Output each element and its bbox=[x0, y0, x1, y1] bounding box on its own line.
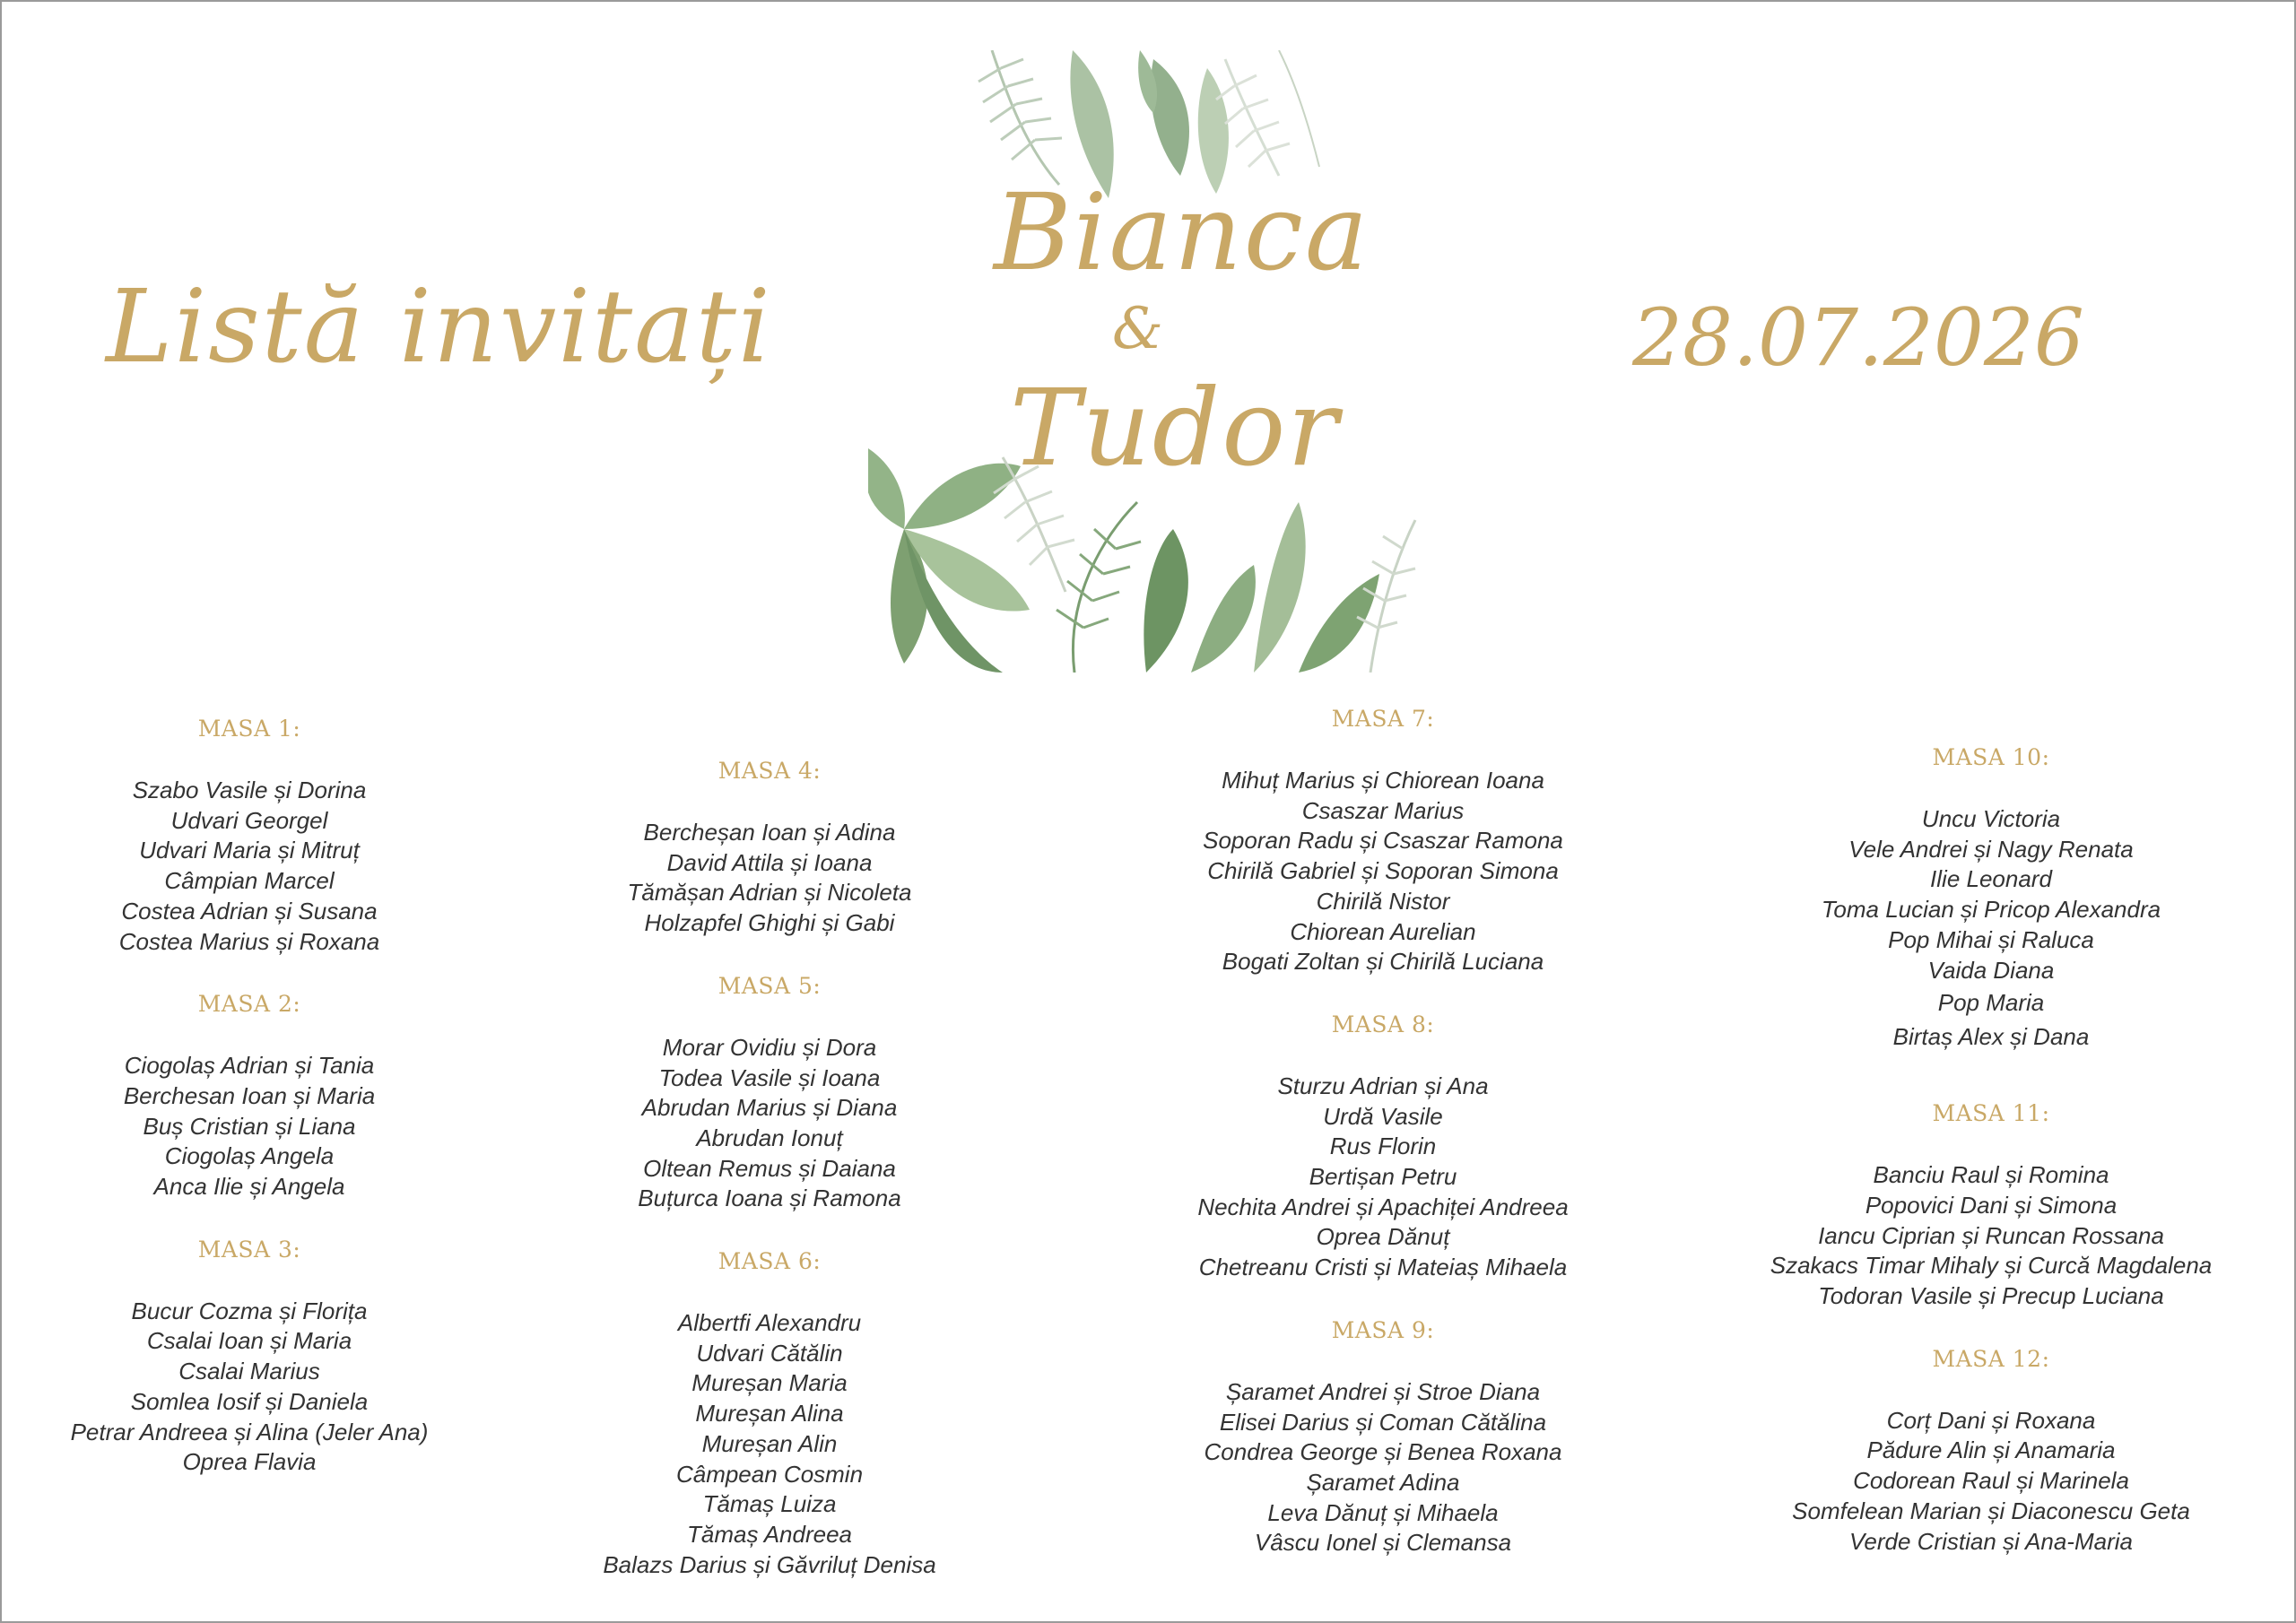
guest-name: Chirilă Nistor bbox=[1316, 887, 1450, 915]
guest-name: Banciu Raul și Romina bbox=[1873, 1161, 2109, 1189]
guest-name: Șaramet Adina bbox=[1306, 1468, 1460, 1496]
guest-name: Vele Andrei și Nagy Renata bbox=[1848, 835, 2134, 863]
guest-name: Rus Florin bbox=[1329, 1133, 1437, 1160]
guest-name: Uncu Victoria bbox=[1921, 805, 2061, 832]
wedding-date: 28.07.2026 bbox=[1632, 291, 2084, 384]
column-1 bbox=[34, 716, 465, 1512]
table-group-9 bbox=[1159, 1317, 1607, 1558]
guest-name: Bogati Zoltan și Chirilă Luciana bbox=[1222, 948, 1544, 976]
guest-name: Costea Adrian și Susana bbox=[121, 897, 378, 924]
guest-name: Somlea Iosif și Daniela bbox=[130, 1387, 369, 1415]
bride-name: Bianca bbox=[994, 170, 1370, 294]
guest-name: Birtaș Alex și Dana bbox=[1892, 1023, 2090, 1051]
guest-name: Udvari Maria și Mitruț bbox=[139, 837, 360, 864]
bottom-foliage-illustration bbox=[868, 448, 1428, 673]
guest-name: Somfelean Marian și Diaconescu Geta bbox=[1792, 1497, 2190, 1524]
guest-name: Toma Lucian și Pricop Alexandra bbox=[1821, 896, 2161, 924]
guest-name: Udvari Georgel bbox=[170, 806, 328, 834]
guest-name: Șaramet Andrei și Stroe Diana bbox=[1225, 1377, 1541, 1405]
guest-name: Mureșan Alin bbox=[701, 1429, 838, 1457]
table-label: MASA 4: bbox=[718, 758, 822, 784]
guest-name: Holzapfel Ghighi și Gabi bbox=[644, 909, 895, 937]
guest-name: Mureșan Alina bbox=[695, 1400, 844, 1428]
groom-name: Tudor bbox=[1010, 366, 1340, 490]
table-label: MASA 3: bbox=[197, 1236, 301, 1263]
guest-name: Vâscu Ionel și Clemansa bbox=[1254, 1529, 1512, 1557]
guest-name: Mureșan Maria bbox=[691, 1369, 848, 1397]
guest-name: Tămaș Luiza bbox=[702, 1490, 837, 1518]
table-group-11 bbox=[1749, 1100, 2233, 1312]
guest-name: Oltean Remus și Daiana bbox=[643, 1154, 896, 1182]
table-group-1 bbox=[34, 716, 465, 957]
guest-name: Pop Mihai și Raluca bbox=[1888, 925, 2094, 953]
guest-name: Csalai Marius bbox=[178, 1358, 320, 1385]
guest-name: Elisei Darius și Coman Cătălina bbox=[1219, 1408, 1547, 1436]
guest-name: Leva Dănuț și Mihaela bbox=[1267, 1498, 1499, 1526]
guest-name: Oprea Dănuț bbox=[1316, 1223, 1450, 1251]
guest-name: David Attila și Ioana bbox=[666, 848, 873, 876]
guest-name: Szabo Vasile și Dorina bbox=[132, 777, 367, 803]
guest-name: Udvari Cătălin bbox=[696, 1339, 843, 1367]
guest-name: Vaida Diana bbox=[1927, 956, 2055, 984]
guest-name: Bertișan Petru bbox=[1309, 1163, 1457, 1191]
table-group-10 bbox=[1749, 744, 2233, 1054]
table-group-8 bbox=[1159, 1011, 1607, 1283]
guest-name: Bercheșan Ioan și Adina bbox=[643, 819, 896, 846]
guest-name: Mihuț Marius și Chiorean Ioana bbox=[1222, 767, 1544, 794]
guest-name: Câmpean Cosmin bbox=[675, 1460, 864, 1488]
guest-name: Tămaș Andreea bbox=[686, 1520, 853, 1548]
table-label: MASA 2: bbox=[197, 991, 301, 1018]
guest-name: Pădure Alin și Anamaria bbox=[1866, 1436, 2116, 1464]
guest-name: Chiorean Aurelian bbox=[1290, 917, 1476, 945]
guest-name: Pop Maria bbox=[1937, 989, 2045, 1017]
table-label: MASA 6: bbox=[718, 1248, 822, 1275]
guest-name: Todoran Vasile și Precup Luciana bbox=[1818, 1282, 2164, 1310]
guest-name: Csalai Ioan și Maria bbox=[146, 1327, 352, 1355]
guest-name: Costea Marius și Roxana bbox=[118, 927, 380, 955]
guest-name: Petrar Andreea și Alina (Jeler Ana) bbox=[70, 1418, 429, 1445]
guest-name: Chirilă Gabriel și Soporan Simona bbox=[1207, 857, 1559, 885]
table-group-12 bbox=[1749, 1346, 2233, 1558]
guest-name: Codorean Raul și Marinela bbox=[1853, 1467, 2129, 1495]
guest-name: Anca Ilie și Angela bbox=[153, 1173, 345, 1201]
guest-name: Corț Dani și Roxana bbox=[1886, 1406, 2096, 1434]
guest-name: Abrudan Ionuț bbox=[696, 1124, 843, 1151]
guest-name: Soporan Radu și Csaszar Ramona bbox=[1203, 827, 1563, 855]
guest-name: Szakacs Timar Mihaly și Curcă Magdalena bbox=[1770, 1252, 2213, 1280]
table-group-4 bbox=[554, 758, 985, 939]
guest-name: Berchesan Ioan și Maria bbox=[123, 1081, 376, 1109]
guest-name: Ilie Leonard bbox=[1930, 865, 2052, 893]
guest-name: Câmpian Marcel bbox=[164, 867, 335, 895]
table-label: MASA 7: bbox=[1331, 706, 1435, 732]
guest-name: Todea Vasile și Ioana bbox=[658, 1063, 881, 1091]
guest-name: Buțurca Ioana și Ramona bbox=[638, 1185, 901, 1212]
column-4 bbox=[1749, 744, 2233, 1591]
guest-name: Morar Ovidiu și Dora bbox=[662, 1033, 877, 1061]
column-2 bbox=[554, 758, 985, 1614]
guest-name: Abrudan Marius și Diana bbox=[641, 1094, 898, 1122]
guest-name: Nechita Andrei și Apachiței Andreea bbox=[1197, 1193, 1569, 1220]
table-group-2 bbox=[34, 991, 465, 1202]
table-group-6 bbox=[554, 1248, 985, 1580]
ampersand: & bbox=[1112, 296, 1165, 362]
guest-name: Iancu Ciprian și Runcan Rossana bbox=[1818, 1221, 2164, 1249]
column-3 bbox=[1159, 706, 1607, 1593]
table-label: MASA 1: bbox=[197, 716, 301, 742]
guest-name: Ciogolaș Angela bbox=[164, 1142, 335, 1170]
table-label: MASA 9: bbox=[1331, 1316, 1435, 1343]
guest-list-title: Listă invitați bbox=[106, 269, 772, 386]
guest-name: Tămășan Adrian și Nicoleta bbox=[627, 879, 912, 907]
guest-name: Ciogolaș Adrian și Tania bbox=[124, 1052, 375, 1080]
table-label: MASA 11: bbox=[1932, 1100, 2050, 1127]
table-label: MASA 5: bbox=[718, 972, 822, 999]
table-group-7 bbox=[1159, 706, 1607, 977]
table-label: MASA 12: bbox=[1932, 1345, 2050, 1372]
guest-name: Chetreanu Cristi și Mateiaș Mihaela bbox=[1198, 1254, 1568, 1281]
guest-name: Popovici Dani și Simona bbox=[1865, 1191, 2118, 1219]
guest-name: Condrea George și Benea Roxana bbox=[1204, 1438, 1562, 1466]
table-label: MASA 8: bbox=[1331, 1011, 1435, 1037]
guest-name: Buș Cristian și Liana bbox=[143, 1112, 356, 1140]
guest-name: Verde Cristian și Ana-Maria bbox=[1849, 1527, 2133, 1555]
table-label: MASA 10: bbox=[1932, 744, 2050, 770]
guest-name: Csaszar Marius bbox=[1301, 796, 1465, 824]
guest-name: Oprea Flavia bbox=[182, 1448, 317, 1476]
table-group-5 bbox=[554, 973, 985, 1214]
guest-name: Sturzu Adrian și Ana bbox=[1277, 1072, 1489, 1099]
table-group-3 bbox=[34, 1237, 465, 1478]
guest-name: Balazs Darius și Găvriluț Denisa bbox=[603, 1550, 936, 1578]
guest-name: Albertfi Alexandru bbox=[677, 1309, 862, 1337]
guest-name: Bucur Cozma și Florița bbox=[131, 1297, 368, 1324]
guest-name: Urdă Vasile bbox=[1323, 1102, 1443, 1130]
